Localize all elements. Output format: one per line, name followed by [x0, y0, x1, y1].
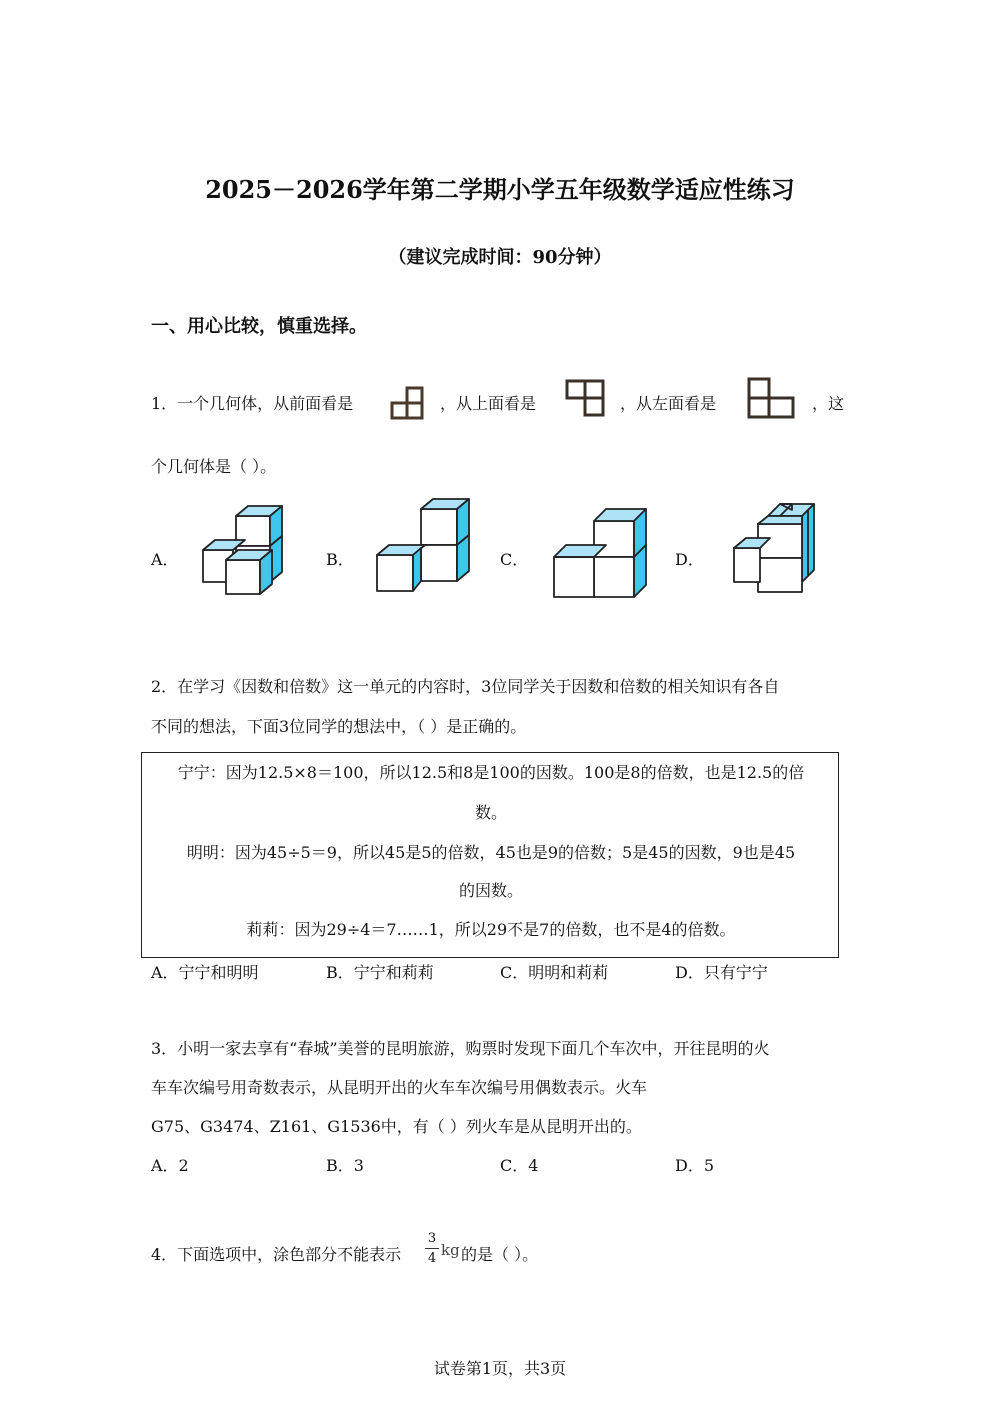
- left-view-icon: [744, 374, 800, 424]
- q3-text-line2: 车车次编号用奇数表示，从昆明开出的火车车次编号用偶数表示。火车: [151, 1078, 648, 1097]
- q2-statement-box: [141, 752, 839, 958]
- q1-option-d-label[interactable]: D．: [675, 550, 704, 569]
- fraction-numerator: 3: [427, 1231, 437, 1246]
- fraction-bar: [425, 1248, 439, 1249]
- q2-box-line-2: 数。: [474, 803, 507, 822]
- q2-box-line-4: 的因数。: [458, 881, 523, 900]
- q1-text-1: 1．一个几何体，从前面看是: [151, 394, 354, 413]
- q2-option-d[interactable]: D．只有宁宁: [675, 963, 768, 982]
- fraction-denominator: 4: [427, 1251, 437, 1266]
- q4-text-after: 的是（ ）。: [461, 1245, 539, 1264]
- q4-unit: kg: [441, 1241, 460, 1259]
- q3-option-d[interactable]: D．5: [675, 1156, 715, 1175]
- q4-text-before: 4．下面选项中，涂色部分不能表示: [151, 1245, 402, 1264]
- q3-text-line3: G75、G3474、Z161、G1536中，有（ ）列火车是从昆明开出的。: [151, 1117, 642, 1136]
- q1-text-4: ，这: [812, 394, 845, 413]
- q2-box-line-5: 莉莉：因为29÷4＝7……1，所以29不是7的倍数，也不是4的倍数。: [246, 920, 736, 939]
- option-c-cube-figure: [550, 503, 650, 601]
- q3-option-c[interactable]: C．4: [500, 1156, 539, 1175]
- q2-box-line-1: 宁宁：因为12.5×8＝100，所以12.5和8是100的因数。100是8的倍数，也是12.5的倍: [177, 763, 805, 782]
- q1-text-3: ，从左面看是: [620, 394, 717, 413]
- option-b-cube-figure: [371, 497, 471, 595]
- page-footer: 试卷第1页，共3页: [433, 1359, 567, 1378]
- q1-option-c-label[interactable]: C．: [500, 550, 529, 569]
- q3-option-b[interactable]: B．3: [326, 1156, 364, 1175]
- option-d-cube-figure: [730, 500, 822, 598]
- section-heading: 一、用心比较，慎重选择。: [151, 316, 367, 337]
- q2-text-line1: 2．在学习《因数和倍数》这一单元的内容时，3位同学关于因数和倍数的相关知识有各自: [151, 677, 780, 696]
- page-subtitle: （建议完成时间：90分钟）: [388, 247, 612, 268]
- top-view-icon: [563, 376, 609, 424]
- fraction-three-quarters: [425, 1231, 439, 1266]
- q1-text-line2: 个几何体是（ ）。: [151, 457, 277, 476]
- page-title: 2025－2026学年第二学期小学五年级数学适应性练习: [205, 175, 795, 204]
- q3-option-a[interactable]: A．2: [151, 1156, 189, 1175]
- option-a-cube-figure: [196, 500, 296, 600]
- q1-option-a-label[interactable]: A．: [151, 550, 179, 569]
- q1-text-2: ，从上面看是: [440, 394, 537, 413]
- q2-option-a[interactable]: A．宁宁和明明: [151, 963, 259, 982]
- q3-text-line1: 3．小明一家去享有“春城”美誉的昆明旅游，购票时发现下面几个车次中，开往昆明的火: [151, 1039, 770, 1058]
- q2-option-c[interactable]: C．明明和莉莉: [500, 963, 609, 982]
- q2-text-line2: 不同的想法，下面3位同学的想法中，（ ）是正确的。: [151, 717, 527, 736]
- front-view-icon: [388, 381, 430, 423]
- q1-option-b-label[interactable]: B．: [326, 550, 354, 569]
- q2-option-b[interactable]: B．宁宁和莉莉: [326, 963, 434, 982]
- q2-box-line-3: 明明：因为45÷5＝9，所以45是5的倍数，45也是9的倍数；5是45的因数，9也是45: [186, 843, 796, 862]
